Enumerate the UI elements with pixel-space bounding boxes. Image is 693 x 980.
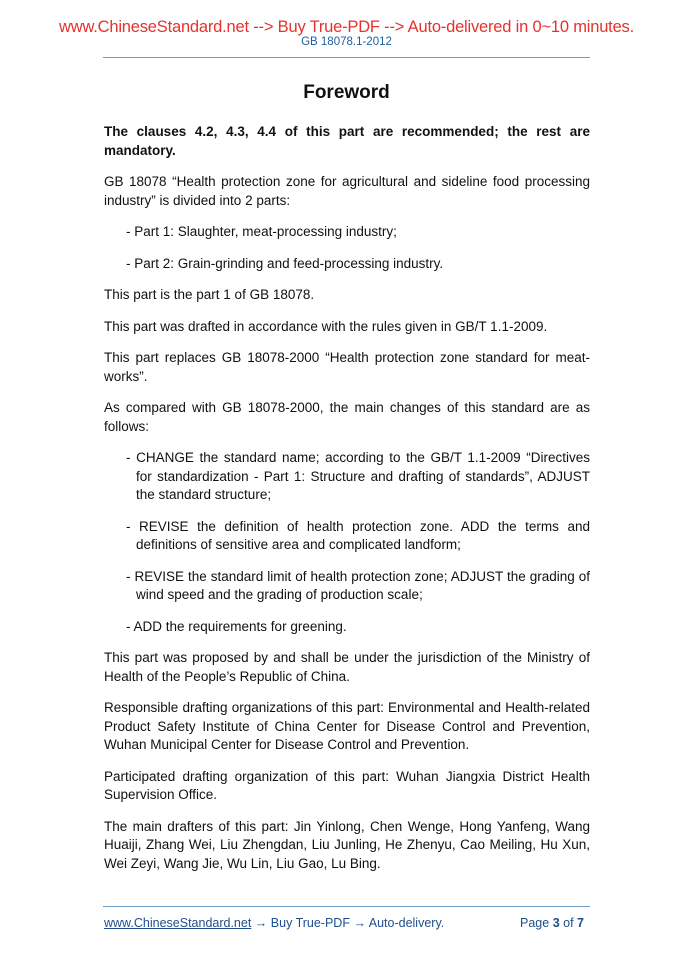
- paragraph-changes-intro: As compared with GB 18078-2000, the main changes of this standard are as follows:: [104, 400, 590, 434]
- page-indicator: [520, 916, 584, 930]
- paragraph-drafters: The main drafters of this part: Jin Yinlong, Chen Wenge, Hong Yanfeng, Wang Huaiji, Zhang Wei, Liu Zhengdan, Liu Junling, He Zhenyu, Cao Meiling, Hu Xun, Wei Zeyi, Wang Jie, Wu Lin, Liu Gao, Lu Bing.: [104, 818, 590, 871]
- list-item-change-2: - REVISE the definition of health protection zone. ADD the terms and definitions of sensitive area and complicated landform;: [126, 518, 590, 552]
- footer-delivery-text: Auto-delivery.: [368, 916, 445, 930]
- paragraph-parts-intro: GB 18078 “Health protection zone for agricultural and sideline food processing industry” is divided into 2 parts:: [104, 174, 590, 208]
- page-title: Foreword: [303, 82, 390, 103]
- arrow-right-icon: →: [353, 916, 366, 930]
- list-item-change-3: - REVISE the standard limit of health protection zone; ADJUST the grading of wind speed and the grading of production scale;: [126, 568, 590, 602]
- page-current: 3: [552, 916, 560, 930]
- page-of: of: [563, 916, 574, 930]
- list-item-change-1: - CHANGE the standard name; according to the GB/T 1.1-2009 “Directives for standardization - Part 1: Structure and drafting of standards”, ADJUST the standard structure;: [126, 450, 590, 502]
- paragraph-drafting-rules: This part was drafted in accordance with the rules given in GB/T 1.1-2009.: [104, 318, 548, 334]
- foreword-body: [104, 123, 590, 886]
- header-divider: [103, 57, 590, 58]
- paragraph-proposed-by: This part was proposed by and shall be under the jurisdiction of the Ministry of Health of the People’s Republic of China.: [104, 650, 590, 684]
- mandatory-note: The clauses 4.2, 4.3, 4.4 of this part are recommended; the rest are mandatory.: [104, 124, 590, 158]
- footer-site-link[interactable]: www.ChineseStandard.net: [104, 916, 252, 930]
- footer-divider: [103, 906, 590, 907]
- page-label: Page: [520, 916, 550, 930]
- list-item-change-4: - ADD the requirements for greening.: [126, 618, 347, 634]
- list-item-part-1: - Part 1: Slaughter, meat-processing industry;: [126, 224, 397, 239]
- paragraph-responsible-orgs: Responsible drafting organizations of this part: Environmental and Health-related Product Safety Institute of China Center for Disease Control and Prevention, Wuhan Municipal Center for Disease Control and Prevention.: [104, 700, 590, 752]
- document-code: GB 18078.1-2012: [301, 36, 392, 48]
- paragraph-part-of: This part is the part 1 of GB 18078.: [104, 287, 315, 302]
- footer-links: [104, 916, 444, 930]
- list-item-part-2: - Part 2: Grain-grinding and feed-processing industry.: [126, 255, 444, 271]
- promo-banner[interactable]: www.ChineseStandard.net --> Buy True-PDF --> Auto-delivered in 0~10 minutes.: [59, 18, 634, 36]
- paragraph-participated-org: Participated drafting organization of this part: Wuhan Jiangxia District Health Supervision Office.: [104, 768, 590, 802]
- paragraph-replaces: This part replaces GB 18078-2000 “Health protection zone standard for meat-works”.: [104, 350, 590, 384]
- page-total: 7: [577, 916, 584, 930]
- arrow-right-icon: →: [254, 916, 268, 930]
- footer-buy-text: Buy True-PDF: [270, 916, 350, 930]
